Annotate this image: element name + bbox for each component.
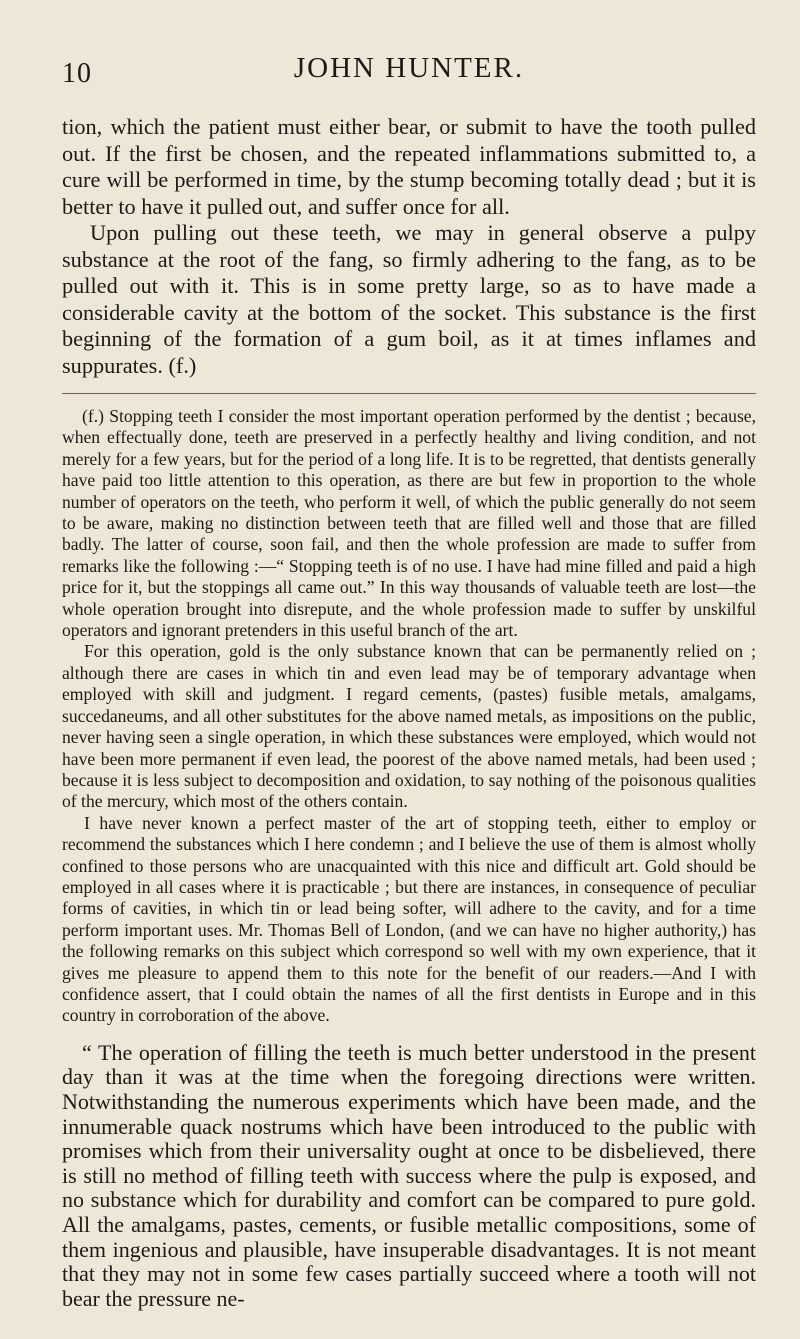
footnote-quote: “ The operation of filling the teeth is much better understood in the present day than it was at the time when the foregoing directions were written. Notwithstanding the numerous experiments which have been made, and the innumerable quack nostrums which have been introduced to the public with promises which from their universality ought at once to be disbelieved, there is still no method of filling teeth with success where the pulp is exposed, and no substance which for durability and comfort can be compared to pure gold. All the amalgams, pastes, cements, or fusible metallic compositions, some of them ingenious and plausible, have insuperable disadvantages. It is not meant that they may not in some few cases partially succeed where a tooth will not bear the pressure ne- (62, 1039, 756, 1311)
footnote-paragraph: For this operation, gold is the only substance known that can be permanently relied on ; although there are cases in which tin and even lead may be of temporary advantage when employed with skill and judgment. I regard cements, (pastes) fusible metals, amalgams, succedaneums, and all other substitutes for the above named metals, as impositions on the public, never having seen a single operation, in which these substances were employed, which would not have been more permanent if even lead, the poorest of the above named metals, had been used ; because it is less subject to decomposition and oxidation, to say nothing of the poisonous qualities of the mercury, which most of the others contain. (62, 641, 756, 812)
running-head (62, 24, 756, 89)
page-number: 10 (62, 58, 92, 89)
footnote-divider (62, 393, 756, 394)
running-title: JOHN HUNTER. (293, 52, 525, 84)
main-text (62, 114, 756, 379)
footnote-paragraph: (f.) Stopping teeth I consider the most important operation performed by the dentist ; because, when effectually done, teeth are preserved in a perfectly healthy and living condition, and not merely for a few years, but for the period of a long life. It is to be regretted, that dentists generally have paid too little attention to this operation, as there are but few in proportion to the whole number of operators on the teeth, who perform it well, of which the public generally do not seem to be aware, making no distinction between teeth that are filled well and those that are filled badly. The latter of course, soon fail, and then the whole profession are made to suffer from remarks like the following :—“ Stopping teeth is of no use. I have had mine filled and paid a high price for it, but the stoppings all came out.” In this way thousands of valuable teeth are lost—the whole operation brought into disrepute, and the whole profession made to suffer by unskilful operators and ignorant pretenders in this useful branch of the art. (62, 406, 756, 641)
footnote-section (62, 406, 756, 1311)
body-paragraph: tion, which the patient must either bear, or submit to have the tooth pulled out. If the first be chosen, and the repeated inflammations submitted to, a cure will be performed in time, by the stump becoming totally dead ; but it is better to have it pulled out, and suffer once for all. (62, 114, 756, 219)
footnote-paragraph: I have never known a perfect master of the art of stopping teeth, either to employ or recommend the substances which I here condemn ; and I believe the use of them is almost wholly confined to those persons who are unacquainted with this nice and difficult art. Gold should be employed in all cases where it is practicable ; but there are instances, in consequence of peculiar forms of cavities, in which tin or lead being softer, will adhere to the cavity, and for a time perform important uses. Mr. Thomas Bell of London, (and we can have no higher authority,) has the following remarks on this subject which correspond so well with my own experience, that it gives me pleasure to append them to this note for the benefit of our readers.—And I with confidence assert, that I could obtain the names of all the first dentists in Europe and in this country in corroboration of the above. (62, 812, 756, 1026)
body-paragraph: Upon pulling out these teeth, we may in general observe a pulpy substance at the root of the fang, so firmly adhering to the fang, as to be pulled out with it. This is in some pretty large, so as to have made a considerable cavity at the bottom of the socket. This substance is the first beginning of the formation of a gum boil, as it at times inflames and suppurates. (f.) (62, 220, 756, 378)
